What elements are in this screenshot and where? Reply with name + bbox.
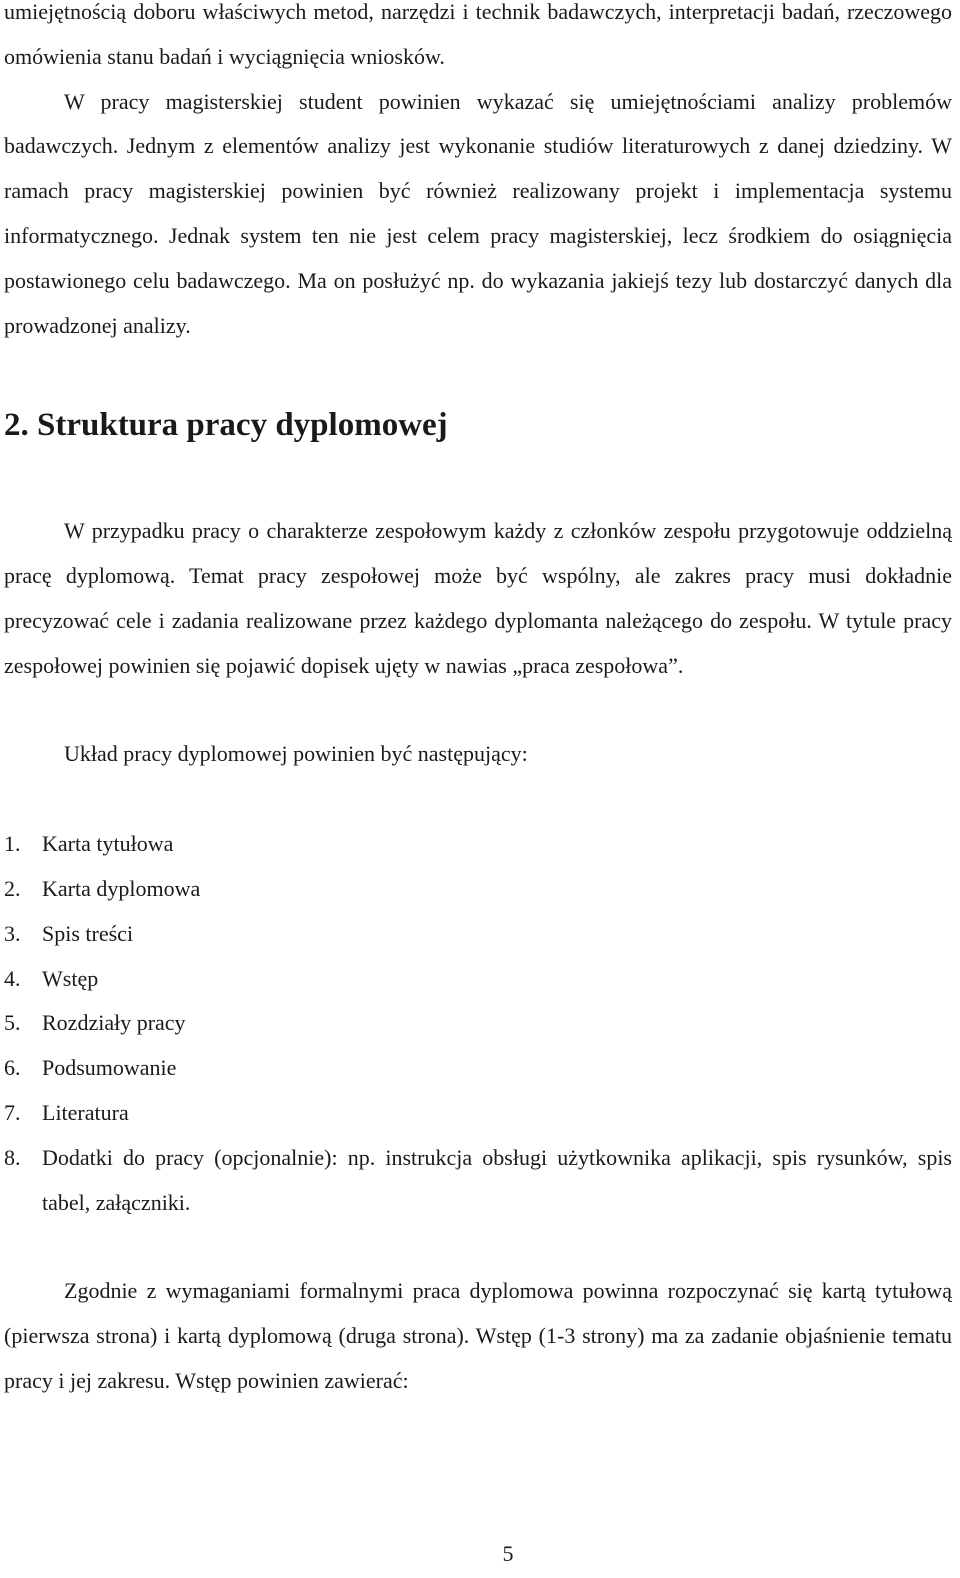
list-item	[4, 822, 952, 867]
intro-paragraph-2: W pracy magisterskiej student powinien wykazać się umiejętnościami analizy problemów badawczych. Jednym z elementów analizy jest wykonanie studiów literaturowych z danej dziedziny. W ramach pracy magisterskiej powinien być również realizowany projekt i implementacja systemu informatycznego. Jednak system ten nie jest celem pracy magisterskiej, lecz środkiem do osiągnięcia postawionego celu badawczego. Ma on posłużyć np. do wykazania jakiejś tezy lub dostarczyć danych dla prowadzonej analizy.	[4, 88, 952, 338]
list-item-text: Wstęp	[42, 965, 99, 991]
list-item-text: Literatura	[42, 1099, 129, 1125]
list-item-number: 2.	[4, 875, 21, 901]
section-paragraph-3: Zgodnie z wymaganiami formalnymi praca dyplomowa powinna rozpoczynać się kartą tytułową (pierwsza strona) i kartą dyplomową (druga strona). Wstęp (1-3 strony) ma za zadanie objaśnienie tematu pracy i jej zakresu. Wstęp powinien zawierać:	[4, 1278, 952, 1393]
section-heading: 2. Struktura pracy dyplomowej	[4, 407, 448, 444]
list-item-number: 5.	[4, 1010, 21, 1036]
section-paragraph-2: Układ pracy dyplomowej powinien być następujący:	[64, 741, 528, 767]
list-item-number: 8.	[4, 1144, 21, 1170]
intro-paragraph-1: umiejętnością doboru właściwych metod, narzędzi i technik badawczych, interpretacji badań, rzeczowego omówienia stanu badań i wyciągnięcia wniosków.	[4, 0, 952, 69]
page-number: 5	[502, 1541, 514, 1566]
list-item-number: 7.	[4, 1099, 21, 1125]
list-item	[4, 1136, 952, 1226]
list-item-text: Spis treści	[42, 920, 134, 946]
list-item-text: Podsumowanie	[42, 1055, 177, 1081]
list-item	[4, 957, 952, 1002]
list-item-number: 1.	[4, 831, 21, 857]
list-item	[4, 867, 952, 912]
section-paragraph-1: W przypadku pracy o charakterze zespołowym każdy z członków zespołu przygotowuje oddzielną pracę dyplomową. Temat pracy zespołowej może być wspólny, ale zakres pracy musi dokładnie precyzować cele i zadania realizowane przez każdego dyplomanta należącego do zespołu. W tytule pracy zespołowej powinien się pojawić dopisek ujęty w nawias „praca zespołowa”.	[4, 518, 952, 678]
list-item-number: 3.	[4, 920, 21, 946]
list-item-number: 4.	[4, 965, 21, 991]
list-item-text: Rozdziały pracy	[42, 1010, 186, 1036]
list-item	[4, 1001, 952, 1046]
list-item-text: Dodatki do pracy (opcjonalnie): np. instrukcja obsługi użytkownika aplikacji, spis rysunków, spis tabel, załączniki.	[42, 1144, 952, 1215]
structure-list	[4, 822, 952, 1225]
list-item	[4, 1091, 952, 1136]
list-item	[4, 912, 952, 957]
list-item	[4, 1046, 952, 1091]
list-item-number: 6.	[4, 1055, 21, 1081]
document-page	[4, 0, 952, 1404]
list-item-text: Karta dyplomowa	[42, 875, 201, 901]
list-item-text: Karta tytułowa	[42, 831, 174, 857]
